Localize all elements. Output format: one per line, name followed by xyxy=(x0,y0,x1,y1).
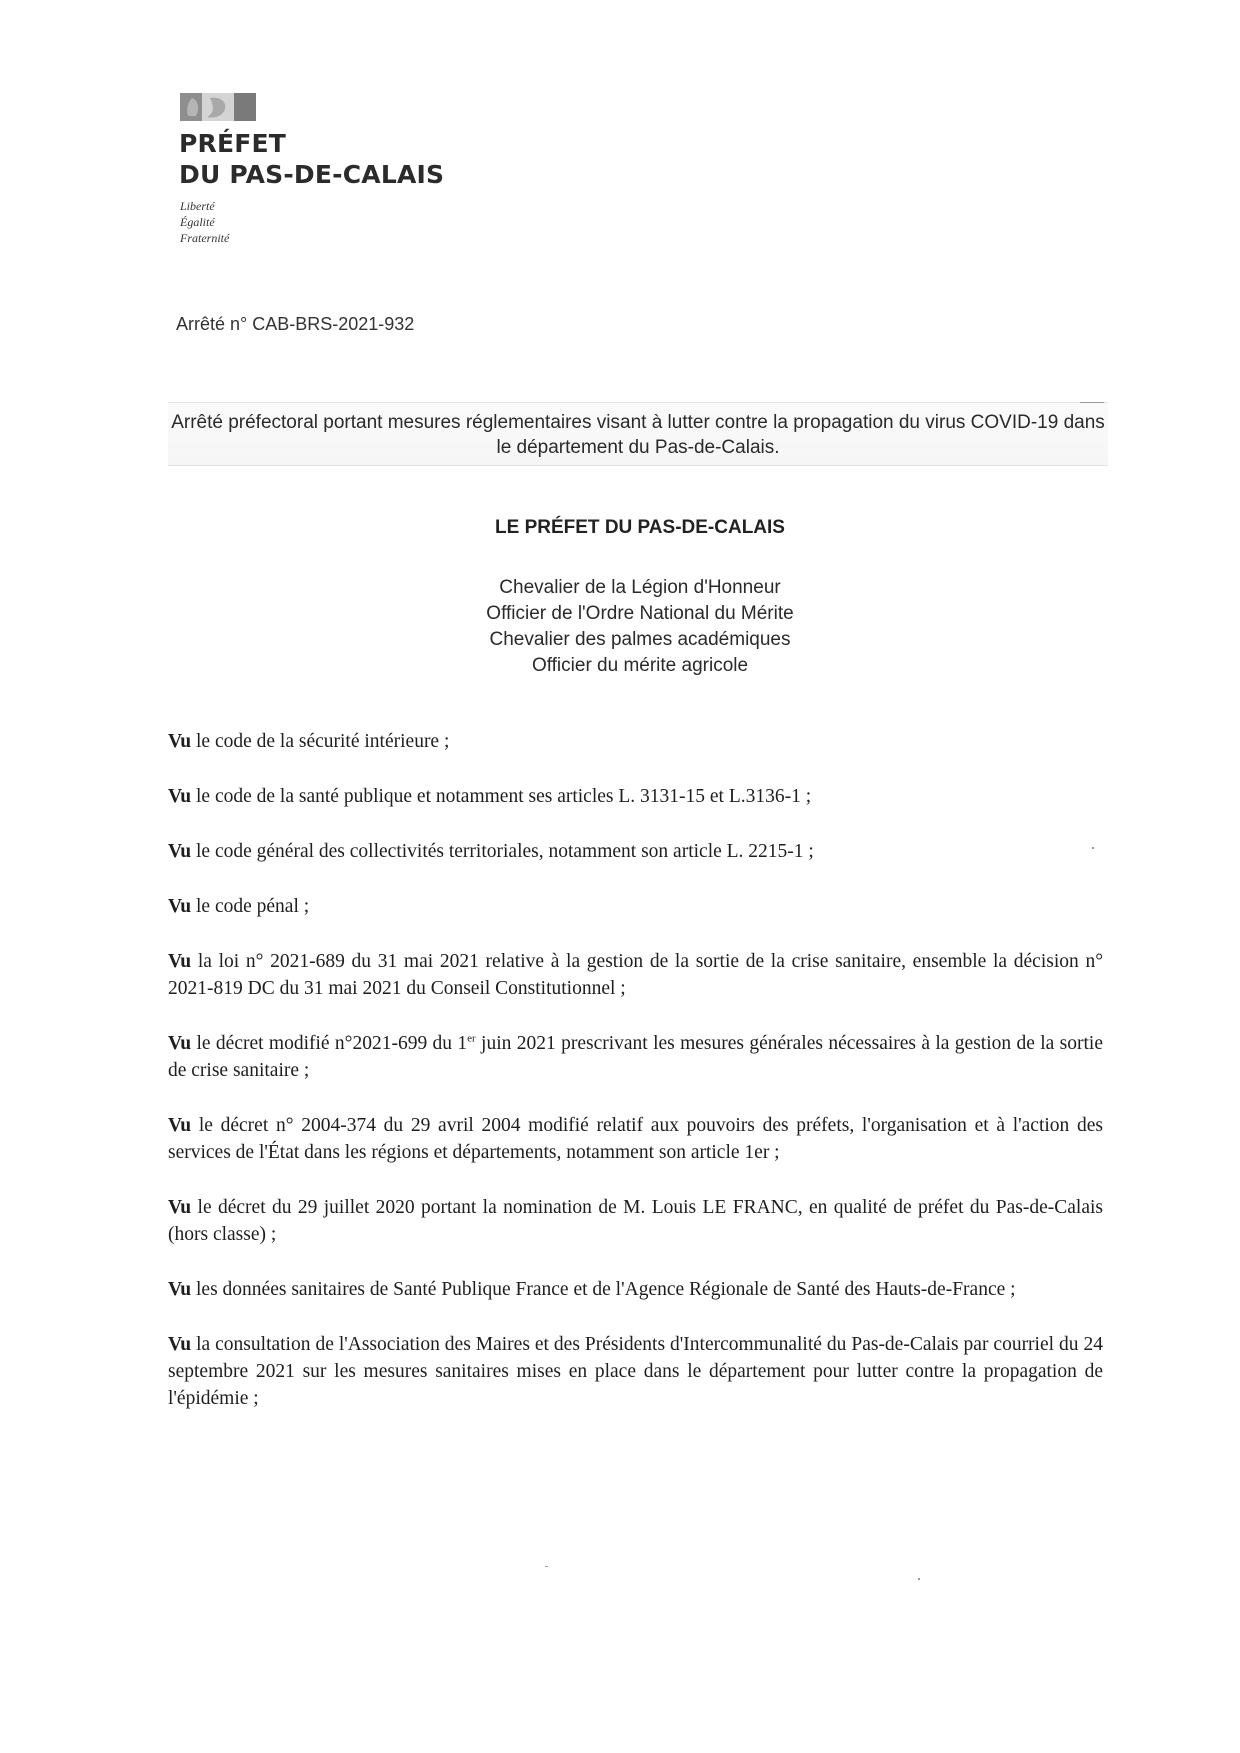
considerant-paragraph xyxy=(168,948,1103,1002)
prefecture-title-line-2: DU PAS-DE-CALAIS xyxy=(179,160,445,189)
scan-speck xyxy=(1092,847,1094,849)
distinction-item: Chevalier de la Légion d'Honneur xyxy=(499,577,781,598)
distinction-item: Officier de l'Ordre National du Mérite xyxy=(486,603,794,624)
considerant-text: juin 2021 prescrivant les mesures générales nécessaires à la gestion de la sortie de crise sanitaire ; xyxy=(168,1033,1103,1081)
prefecture-title xyxy=(179,128,444,190)
considerant-paragraph xyxy=(168,1194,1103,1248)
superscript-er: er xyxy=(467,1032,476,1045)
vu-keyword: Vu xyxy=(168,1334,192,1355)
considerant-text: les données sanitaires de Santé Publique France et de l'Agence Régionale de Santé des Hauts-de-France ; xyxy=(191,1279,1016,1300)
republic-motto xyxy=(180,198,229,246)
considerant-paragraph xyxy=(168,893,1103,920)
scan-speck xyxy=(918,1578,920,1580)
considerant-text: le décret n° 2004-374 du 29 avril 2004 modifié relatif aux pouvoirs des préfets, l'organisation et à l'action des services de l'État dans les régions et départements, notamment son article 1er ; xyxy=(168,1115,1103,1163)
motto-fraternite: Fraternité xyxy=(180,231,230,245)
considerant-paragraph xyxy=(168,1276,1103,1303)
considerant-text: le code de la sécurité intérieure ; xyxy=(191,731,450,752)
vu-keyword: Vu xyxy=(168,731,192,752)
considerant-text: la loi n° 2021-689 du 31 mai 2021 relative à la gestion de la sortie de la crise sanitaire, ensemble la décision n° 2021-819 DC du 31 mai 2021 du Conseil Constitutionnel ; xyxy=(168,951,1103,999)
motto-liberte: Liberté xyxy=(180,199,215,213)
prefecture-title-line-1: PRÉFET xyxy=(179,129,287,158)
distinctions-list xyxy=(0,575,1240,679)
considerant-paragraph xyxy=(168,728,1103,755)
considerant-text: le code général des collectivités territoriales, notamment son article L. 2215-1 ; xyxy=(191,841,814,862)
arrete-number: Arrêté n° CAB-BRS-2021-932 xyxy=(176,314,415,334)
considerant-text: le code pénal ; xyxy=(191,896,310,917)
vu-keyword: Vu xyxy=(168,951,192,972)
considerant-text: le code de la santé publique et notamment ses articles L. 3131-15 et L.3136-1 ; xyxy=(191,786,812,807)
considerants-section xyxy=(168,728,1103,1440)
vu-keyword: Vu xyxy=(168,1279,192,1300)
arrete-subject: Arrêté préfectoral portant mesures réglementaires visant à lutter contre la propagation du virus COVID-19 dans le département du Pas-de-Calais. xyxy=(171,412,1105,458)
considerant-text: la consultation de l'Association des Maires et des Présidents d'Intercommunalité du Pas-de-Calais par courriel du 24 septembre 2021 sur les mesures sanitaires mises en place dans le département pour lutter contre la propagation de l'épidémie ; xyxy=(168,1334,1103,1409)
considerant-paragraph xyxy=(168,1331,1103,1412)
vu-keyword: Vu xyxy=(168,841,192,862)
considerant-paragraph xyxy=(168,1030,1103,1084)
vu-keyword: Vu xyxy=(168,1197,192,1218)
scan-speck xyxy=(1080,402,1104,403)
scan-speck xyxy=(545,1566,548,1567)
considerant-paragraph xyxy=(168,783,1103,810)
distinction-item: Officier du mérite agricole xyxy=(531,655,749,676)
considerant-paragraph xyxy=(168,838,1103,865)
considerant-paragraph xyxy=(168,1112,1103,1166)
prefet-heading: LE PRÉFET DU PAS-DE-CALAIS xyxy=(495,517,785,538)
vu-keyword: Vu xyxy=(168,896,192,917)
motto-egalite: Égalité xyxy=(180,215,215,229)
vu-keyword: Vu xyxy=(168,786,192,807)
distinction-item: Chevalier des palmes académiques xyxy=(489,629,791,650)
considerant-text: le décret modifié n°2021-699 du 1 xyxy=(191,1033,468,1054)
vu-keyword: Vu xyxy=(168,1115,192,1136)
vu-keyword: Vu xyxy=(168,1033,192,1054)
considerant-text: le décret du 29 juillet 2020 portant la nomination de M. Louis LE FRANC, en qualité de préfet du Pas-de-Calais (hors classe) ; xyxy=(168,1197,1103,1245)
marianne-logo-icon xyxy=(180,92,256,122)
